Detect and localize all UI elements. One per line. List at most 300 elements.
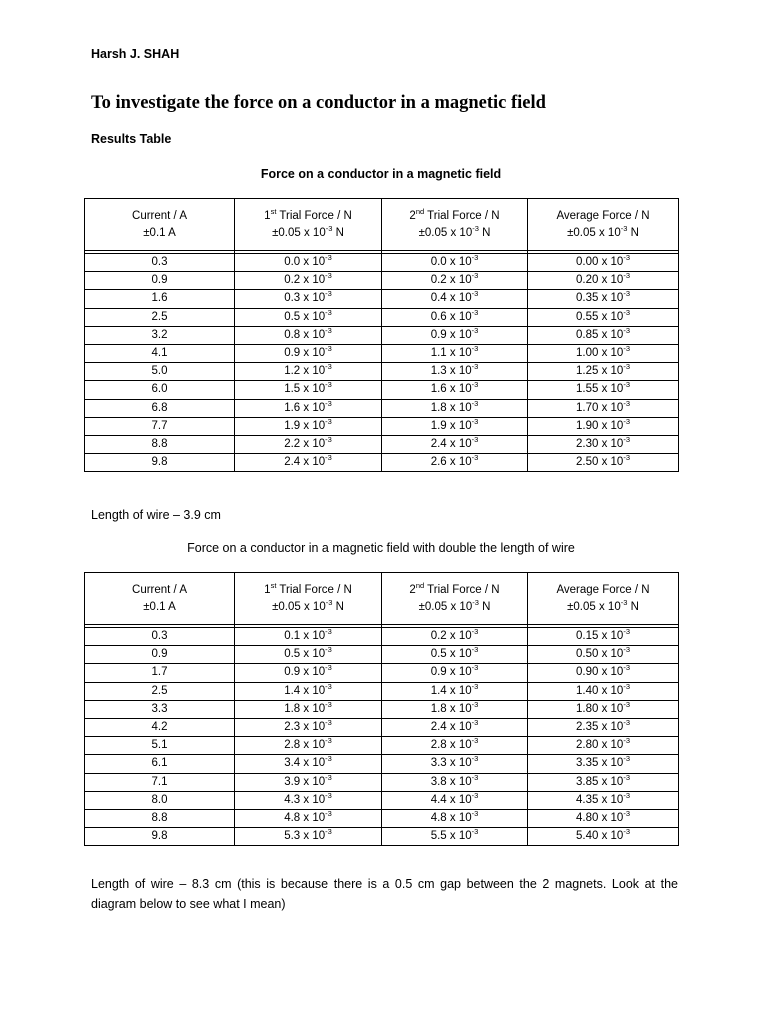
average-cell [528, 809, 679, 827]
average-value: 2.80 x 10 [576, 739, 624, 752]
trial2-exponent: -3 [471, 772, 479, 782]
trial2-exponent: -3 [471, 326, 479, 336]
average-exponent: -3 [623, 289, 630, 299]
trial1-value: 0.9 x 10 [284, 666, 326, 679]
header-trial1-ordinal: 1 [264, 209, 271, 222]
trial1-value: 0.0 x 10 [284, 256, 326, 269]
average-cell [528, 254, 679, 272]
trial2-exponent: -3 [471, 681, 479, 691]
trial2-cell [382, 363, 528, 381]
header-trial2-uncertainty: ±0.05 x 10 [418, 226, 473, 239]
table-row [85, 272, 679, 290]
header-average-unit: N [627, 226, 639, 239]
trial2-exponent: -3 [471, 253, 479, 263]
current-cell: 6.1 [85, 755, 235, 773]
trial1-cell [235, 646, 382, 664]
average-value: 0.85 x 10 [576, 328, 624, 341]
current-cell: 8.8 [85, 809, 235, 827]
current-cell: 1.6 [85, 290, 235, 308]
trial2-cell [382, 646, 528, 664]
trial1-exponent: -3 [325, 790, 332, 800]
average-value: 1.55 x 10 [576, 383, 624, 396]
header-current-uncertainty: ±0.1 A [143, 226, 176, 239]
trial1-value: 1.8 x 10 [284, 702, 326, 715]
trial2-value: 2.4 x 10 [430, 721, 472, 734]
header-trial2-uncertainty: ±0.05 x 10 [418, 600, 473, 613]
trial2-exponent: -3 [471, 344, 479, 354]
average-value: 0.20 x 10 [576, 274, 624, 287]
table-row [85, 628, 679, 646]
average-value: 1.25 x 10 [576, 365, 624, 378]
average-cell [528, 682, 679, 700]
trial1-cell [235, 718, 382, 736]
header-trial1-uncertainty: ±0.05 x 10 [272, 226, 326, 239]
table-row [85, 773, 679, 791]
table-row [85, 254, 679, 272]
trial2-value: 4.4 x 10 [430, 793, 472, 806]
trial1-value: 2.3 x 10 [284, 721, 326, 734]
average-value: 2.35 x 10 [576, 721, 624, 734]
table-row [85, 399, 679, 417]
current-cell: 9.8 [85, 828, 235, 846]
current-cell: 0.9 [85, 646, 235, 664]
trial1-value: 1.2 x 10 [284, 365, 326, 378]
trial1-exponent: -3 [325, 380, 332, 390]
header-trial1-unit: N [332, 226, 344, 239]
header-trial1-ordinal-suffix: st [270, 580, 277, 590]
average-exponent: -3 [623, 398, 630, 408]
average-cell [528, 381, 679, 399]
header-trial1-unit: N [332, 600, 344, 613]
average-value: 1.40 x 10 [576, 684, 624, 697]
trial1-value: 1.6 x 10 [284, 401, 326, 414]
trial1-cell [235, 755, 382, 773]
average-exponent: -3 [623, 663, 630, 673]
header-average [528, 199, 679, 251]
trial2-value: 2.4 x 10 [430, 437, 472, 450]
header-current-label: Current / A [132, 583, 187, 596]
trial2-cell [382, 399, 528, 417]
table-row [85, 755, 679, 773]
trial1-cell [235, 773, 382, 791]
trial1-cell [235, 363, 382, 381]
table-row [85, 664, 679, 682]
current-cell: 3.3 [85, 700, 235, 718]
average-cell [528, 272, 679, 290]
trial1-cell [235, 791, 382, 809]
average-cell [528, 399, 679, 417]
trial1-exponent: -3 [325, 827, 332, 837]
trial1-cell [235, 344, 382, 362]
average-exponent: -3 [623, 380, 630, 390]
table-row [85, 344, 679, 362]
trial2-value: 0.9 x 10 [430, 666, 472, 679]
average-exponent: -3 [623, 253, 630, 263]
trial1-value: 2.4 x 10 [284, 456, 326, 469]
trial2-exponent: -3 [471, 416, 479, 426]
header-average-uncertainty: ±0.05 x 10 [567, 600, 621, 613]
average-exponent: -3 [623, 700, 630, 710]
trial1-cell [235, 454, 382, 472]
trial2-cell [382, 791, 528, 809]
average-cell [528, 454, 679, 472]
trial2-value: 0.9 x 10 [430, 328, 472, 341]
trial2-exponent: -3 [471, 307, 479, 317]
current-cell: 7.1 [85, 773, 235, 791]
trial1-exponent: -3 [325, 307, 332, 317]
trial2-cell [382, 308, 528, 326]
average-exponent: -3 [623, 645, 630, 655]
table1-caption: Force on a conductor in a magnetic field [260, 167, 502, 181]
table-row [85, 791, 679, 809]
trial1-cell [235, 682, 382, 700]
trial2-cell [382, 809, 528, 827]
average-exponent: -3 [623, 627, 630, 637]
header-average [528, 573, 679, 625]
table-row [85, 290, 679, 308]
trial1-value: 2.8 x 10 [284, 739, 326, 752]
trial2-cell [382, 435, 528, 453]
table-row [85, 435, 679, 453]
average-cell [528, 700, 679, 718]
trial2-cell [382, 381, 528, 399]
trial2-value: 0.5 x 10 [430, 648, 472, 661]
average-exponent: -3 [623, 827, 630, 837]
trial1-cell [235, 326, 382, 344]
trial1-exponent: -3 [325, 326, 332, 336]
average-cell [528, 791, 679, 809]
trial2-cell [382, 290, 528, 308]
trial2-cell [382, 700, 528, 718]
trial1-value: 0.2 x 10 [284, 274, 326, 287]
trial1-value: 3.4 x 10 [284, 757, 326, 770]
trial2-value: 3.3 x 10 [430, 757, 472, 770]
header-trial2 [382, 199, 528, 251]
table-row [85, 682, 679, 700]
current-cell: 6.0 [85, 381, 235, 399]
trial2-exponent: -3 [471, 362, 479, 372]
trial2-value: 5.5 x 10 [430, 830, 472, 843]
trial1-value: 1.9 x 10 [284, 419, 326, 432]
trial1-value: 1.4 x 10 [284, 684, 326, 697]
trial2-exponent: -3 [471, 736, 479, 746]
average-value: 0.00 x 10 [576, 256, 624, 269]
current-cell: 2.5 [85, 682, 235, 700]
table-header-row [85, 573, 679, 625]
trial1-value: 0.8 x 10 [284, 328, 326, 341]
trial2-value: 0.0 x 10 [430, 256, 472, 269]
trial1-value: 0.3 x 10 [284, 292, 326, 305]
trial1-value: 5.3 x 10 [284, 830, 326, 843]
average-cell [528, 828, 679, 846]
header-trial1-exponent: -3 [325, 223, 333, 233]
average-exponent: -3 [623, 453, 630, 463]
table-row [85, 454, 679, 472]
average-exponent: -3 [623, 809, 630, 819]
trial2-value: 0.2 x 10 [430, 630, 472, 643]
current-cell: 9.8 [85, 454, 235, 472]
trial1-cell [235, 381, 382, 399]
page-title: To investigate the force on a conductor in a magnetic field [91, 93, 546, 113]
current-cell: 3.2 [85, 326, 235, 344]
average-value: 3.85 x 10 [576, 775, 624, 788]
header-trial1-label: Trial Force / N [276, 209, 352, 222]
trial2-value: 2.6 x 10 [430, 456, 472, 469]
average-cell [528, 363, 679, 381]
average-cell [528, 773, 679, 791]
average-cell [528, 737, 679, 755]
average-value: 1.70 x 10 [576, 401, 624, 414]
trial2-exponent: -3 [471, 627, 479, 637]
trial1-exponent: -3 [325, 645, 332, 655]
average-cell [528, 664, 679, 682]
wire-length-note-1: Length of wire – 3.9 cm [91, 508, 221, 522]
average-cell [528, 308, 679, 326]
header-average-exponent: -3 [620, 597, 628, 607]
header-trial1-ordinal-suffix: st [270, 206, 277, 216]
trial2-value: 1.3 x 10 [430, 365, 472, 378]
trial1-cell [235, 664, 382, 682]
header-trial2-unit: N [478, 226, 491, 239]
trial2-cell [382, 417, 528, 435]
trial1-cell [235, 809, 382, 827]
average-value: 2.50 x 10 [576, 456, 624, 469]
average-exponent: -3 [623, 718, 630, 728]
trial2-exponent: -3 [471, 754, 479, 764]
trial2-cell [382, 773, 528, 791]
average-cell [528, 344, 679, 362]
header-trial1-uncertainty: ±0.05 x 10 [272, 600, 326, 613]
trial2-cell [382, 682, 528, 700]
header-current-label: Current / A [132, 209, 187, 222]
results-table-2 [84, 572, 679, 846]
trial1-value: 0.1 x 10 [284, 630, 326, 643]
average-value: 0.55 x 10 [576, 310, 624, 323]
trial2-value: 0.2 x 10 [430, 274, 472, 287]
trial2-exponent: -3 [471, 289, 479, 299]
header-trial1 [235, 573, 382, 625]
trial2-cell [382, 326, 528, 344]
average-value: 0.50 x 10 [576, 648, 624, 661]
header-average-exponent: -3 [620, 223, 628, 233]
trial1-exponent: -3 [325, 681, 332, 691]
average-value: 2.30 x 10 [576, 437, 624, 450]
average-cell [528, 290, 679, 308]
trial1-cell [235, 828, 382, 846]
average-value: 1.80 x 10 [576, 702, 624, 715]
trial2-value: 1.8 x 10 [430, 401, 472, 414]
trial2-value: 1.4 x 10 [430, 684, 472, 697]
trial2-value: 1.8 x 10 [430, 702, 472, 715]
current-cell: 0.9 [85, 272, 235, 290]
header-trial2-exponent: -3 [472, 223, 479, 233]
trial1-value: 0.5 x 10 [284, 310, 326, 323]
average-exponent: -3 [623, 362, 630, 372]
average-exponent: -3 [623, 307, 630, 317]
trial1-value: 2.2 x 10 [284, 437, 326, 450]
trial2-exponent: -3 [471, 380, 479, 390]
header-average-label: Average Force / N [556, 209, 650, 222]
header-trial2-ordinal: 2 [409, 209, 416, 222]
trial2-exponent: -3 [471, 827, 479, 837]
header-trial2-label: Trial Force / N [424, 209, 500, 222]
current-cell: 4.2 [85, 718, 235, 736]
current-cell: 8.8 [85, 435, 235, 453]
table-row [85, 417, 679, 435]
header-trial2-label: Trial Force / N [424, 583, 500, 596]
trial2-value: 0.4 x 10 [430, 292, 472, 305]
trial1-exponent: -3 [325, 362, 332, 372]
table-row [85, 718, 679, 736]
current-cell: 7.7 [85, 417, 235, 435]
average-exponent: -3 [623, 681, 630, 691]
trial1-exponent: -3 [325, 736, 332, 746]
trial2-cell [382, 828, 528, 846]
table-row [85, 828, 679, 846]
trial1-cell [235, 399, 382, 417]
header-trial1-ordinal: 1 [264, 583, 271, 596]
trial2-exponent: -3 [471, 809, 479, 819]
trial1-cell [235, 700, 382, 718]
trial1-cell [235, 272, 382, 290]
average-value: 0.15 x 10 [576, 630, 624, 643]
current-cell: 1.7 [85, 664, 235, 682]
trial2-value: 2.8 x 10 [430, 739, 472, 752]
average-cell [528, 435, 679, 453]
trial2-exponent: -3 [471, 700, 479, 710]
trial1-cell [235, 254, 382, 272]
trial2-exponent: -3 [471, 663, 479, 673]
trial2-exponent: -3 [471, 435, 479, 445]
trial2-value: 1.1 x 10 [430, 347, 472, 360]
trial2-exponent: -3 [471, 453, 479, 463]
table-row [85, 308, 679, 326]
trial1-exponent: -3 [325, 627, 332, 637]
results-heading: Results Table [91, 132, 172, 146]
trial2-cell [382, 272, 528, 290]
average-cell [528, 628, 679, 646]
header-current [85, 573, 235, 625]
trial2-cell [382, 628, 528, 646]
header-average-label: Average Force / N [556, 583, 650, 596]
trial2-exponent: -3 [471, 271, 479, 281]
header-average-uncertainty: ±0.05 x 10 [567, 226, 621, 239]
average-exponent: -3 [623, 736, 630, 746]
trial1-cell [235, 435, 382, 453]
trial1-exponent: -3 [325, 772, 332, 782]
current-cell: 6.8 [85, 399, 235, 417]
results-table-1 [84, 198, 679, 472]
trial2-cell [382, 664, 528, 682]
average-exponent: -3 [623, 772, 630, 782]
trial1-exponent: -3 [325, 663, 332, 673]
trial1-exponent: -3 [325, 253, 332, 263]
trial2-cell [382, 454, 528, 472]
current-cell: 2.5 [85, 308, 235, 326]
header-trial2 [382, 573, 528, 625]
average-exponent: -3 [623, 435, 630, 445]
trial2-cell [382, 755, 528, 773]
trial2-value: 4.8 x 10 [430, 811, 472, 824]
trial2-cell [382, 344, 528, 362]
header-trial2-ordinal-suffix: nd [415, 206, 425, 216]
header-trial1 [235, 199, 382, 251]
trial2-value: 1.9 x 10 [430, 419, 472, 432]
average-value: 1.90 x 10 [576, 419, 624, 432]
header-trial2-ordinal: 2 [409, 583, 416, 596]
table-row [85, 700, 679, 718]
average-exponent: -3 [623, 416, 630, 426]
header-trial1-label: Trial Force / N [276, 583, 352, 596]
average-value: 4.35 x 10 [576, 793, 624, 806]
trial1-exponent: -3 [325, 289, 332, 299]
trial1-exponent: -3 [325, 398, 332, 408]
average-cell [528, 755, 679, 773]
current-cell: 8.0 [85, 791, 235, 809]
table-row [85, 737, 679, 755]
average-value: 4.80 x 10 [576, 811, 624, 824]
trial1-exponent: -3 [325, 271, 332, 281]
wire-length-note-2: Length of wire – 8.3 cm (this is because there is a 0.5 cm gap between the 2 magnets. Look at the diagram below to see what I mean) [91, 877, 678, 911]
current-cell: 0.3 [85, 254, 235, 272]
current-cell: 0.3 [85, 628, 235, 646]
table-row [85, 326, 679, 344]
trial1-exponent: -3 [325, 344, 332, 354]
average-exponent: -3 [623, 790, 630, 800]
trial1-exponent: -3 [325, 416, 332, 426]
trial1-exponent: -3 [325, 435, 332, 445]
trial2-cell [382, 254, 528, 272]
trial2-value: 1.6 x 10 [430, 383, 472, 396]
trial1-exponent: -3 [325, 718, 332, 728]
average-cell [528, 417, 679, 435]
trial1-value: 4.3 x 10 [284, 793, 326, 806]
average-cell [528, 326, 679, 344]
trial1-cell [235, 628, 382, 646]
trial2-value: 3.8 x 10 [430, 775, 472, 788]
trial2-cell [382, 718, 528, 736]
trial1-exponent: -3 [325, 700, 332, 710]
trial1-exponent: -3 [325, 809, 332, 819]
table2-caption: Force on a conductor in a magnetic field with double the length of wire [187, 541, 575, 555]
header-average-unit: N [627, 600, 639, 613]
average-value: 3.35 x 10 [576, 757, 624, 770]
table-body [85, 625, 679, 846]
average-value: 5.40 x 10 [576, 830, 624, 843]
average-exponent: -3 [623, 754, 630, 764]
author-name: Harsh J. SHAH [91, 47, 180, 61]
average-value: 1.00 x 10 [576, 347, 624, 360]
table-row [85, 646, 679, 664]
table-header-row [85, 199, 679, 251]
header-trial2-unit: N [478, 600, 491, 613]
average-exponent: -3 [623, 344, 630, 354]
average-exponent: -3 [623, 326, 630, 336]
trial2-exponent: -3 [471, 645, 479, 655]
table-body [85, 251, 679, 472]
trial1-value: 3.9 x 10 [284, 775, 326, 788]
average-value: 0.90 x 10 [576, 666, 624, 679]
trial1-exponent: -3 [325, 453, 332, 463]
trial1-exponent: -3 [325, 754, 332, 764]
header-trial1-exponent: -3 [325, 597, 333, 607]
header-current [85, 199, 235, 251]
trial2-value: 0.6 x 10 [430, 310, 472, 323]
table-row [85, 363, 679, 381]
table-row [85, 381, 679, 399]
header-trial2-ordinal-suffix: nd [415, 580, 425, 590]
trial1-value: 4.8 x 10 [284, 811, 326, 824]
